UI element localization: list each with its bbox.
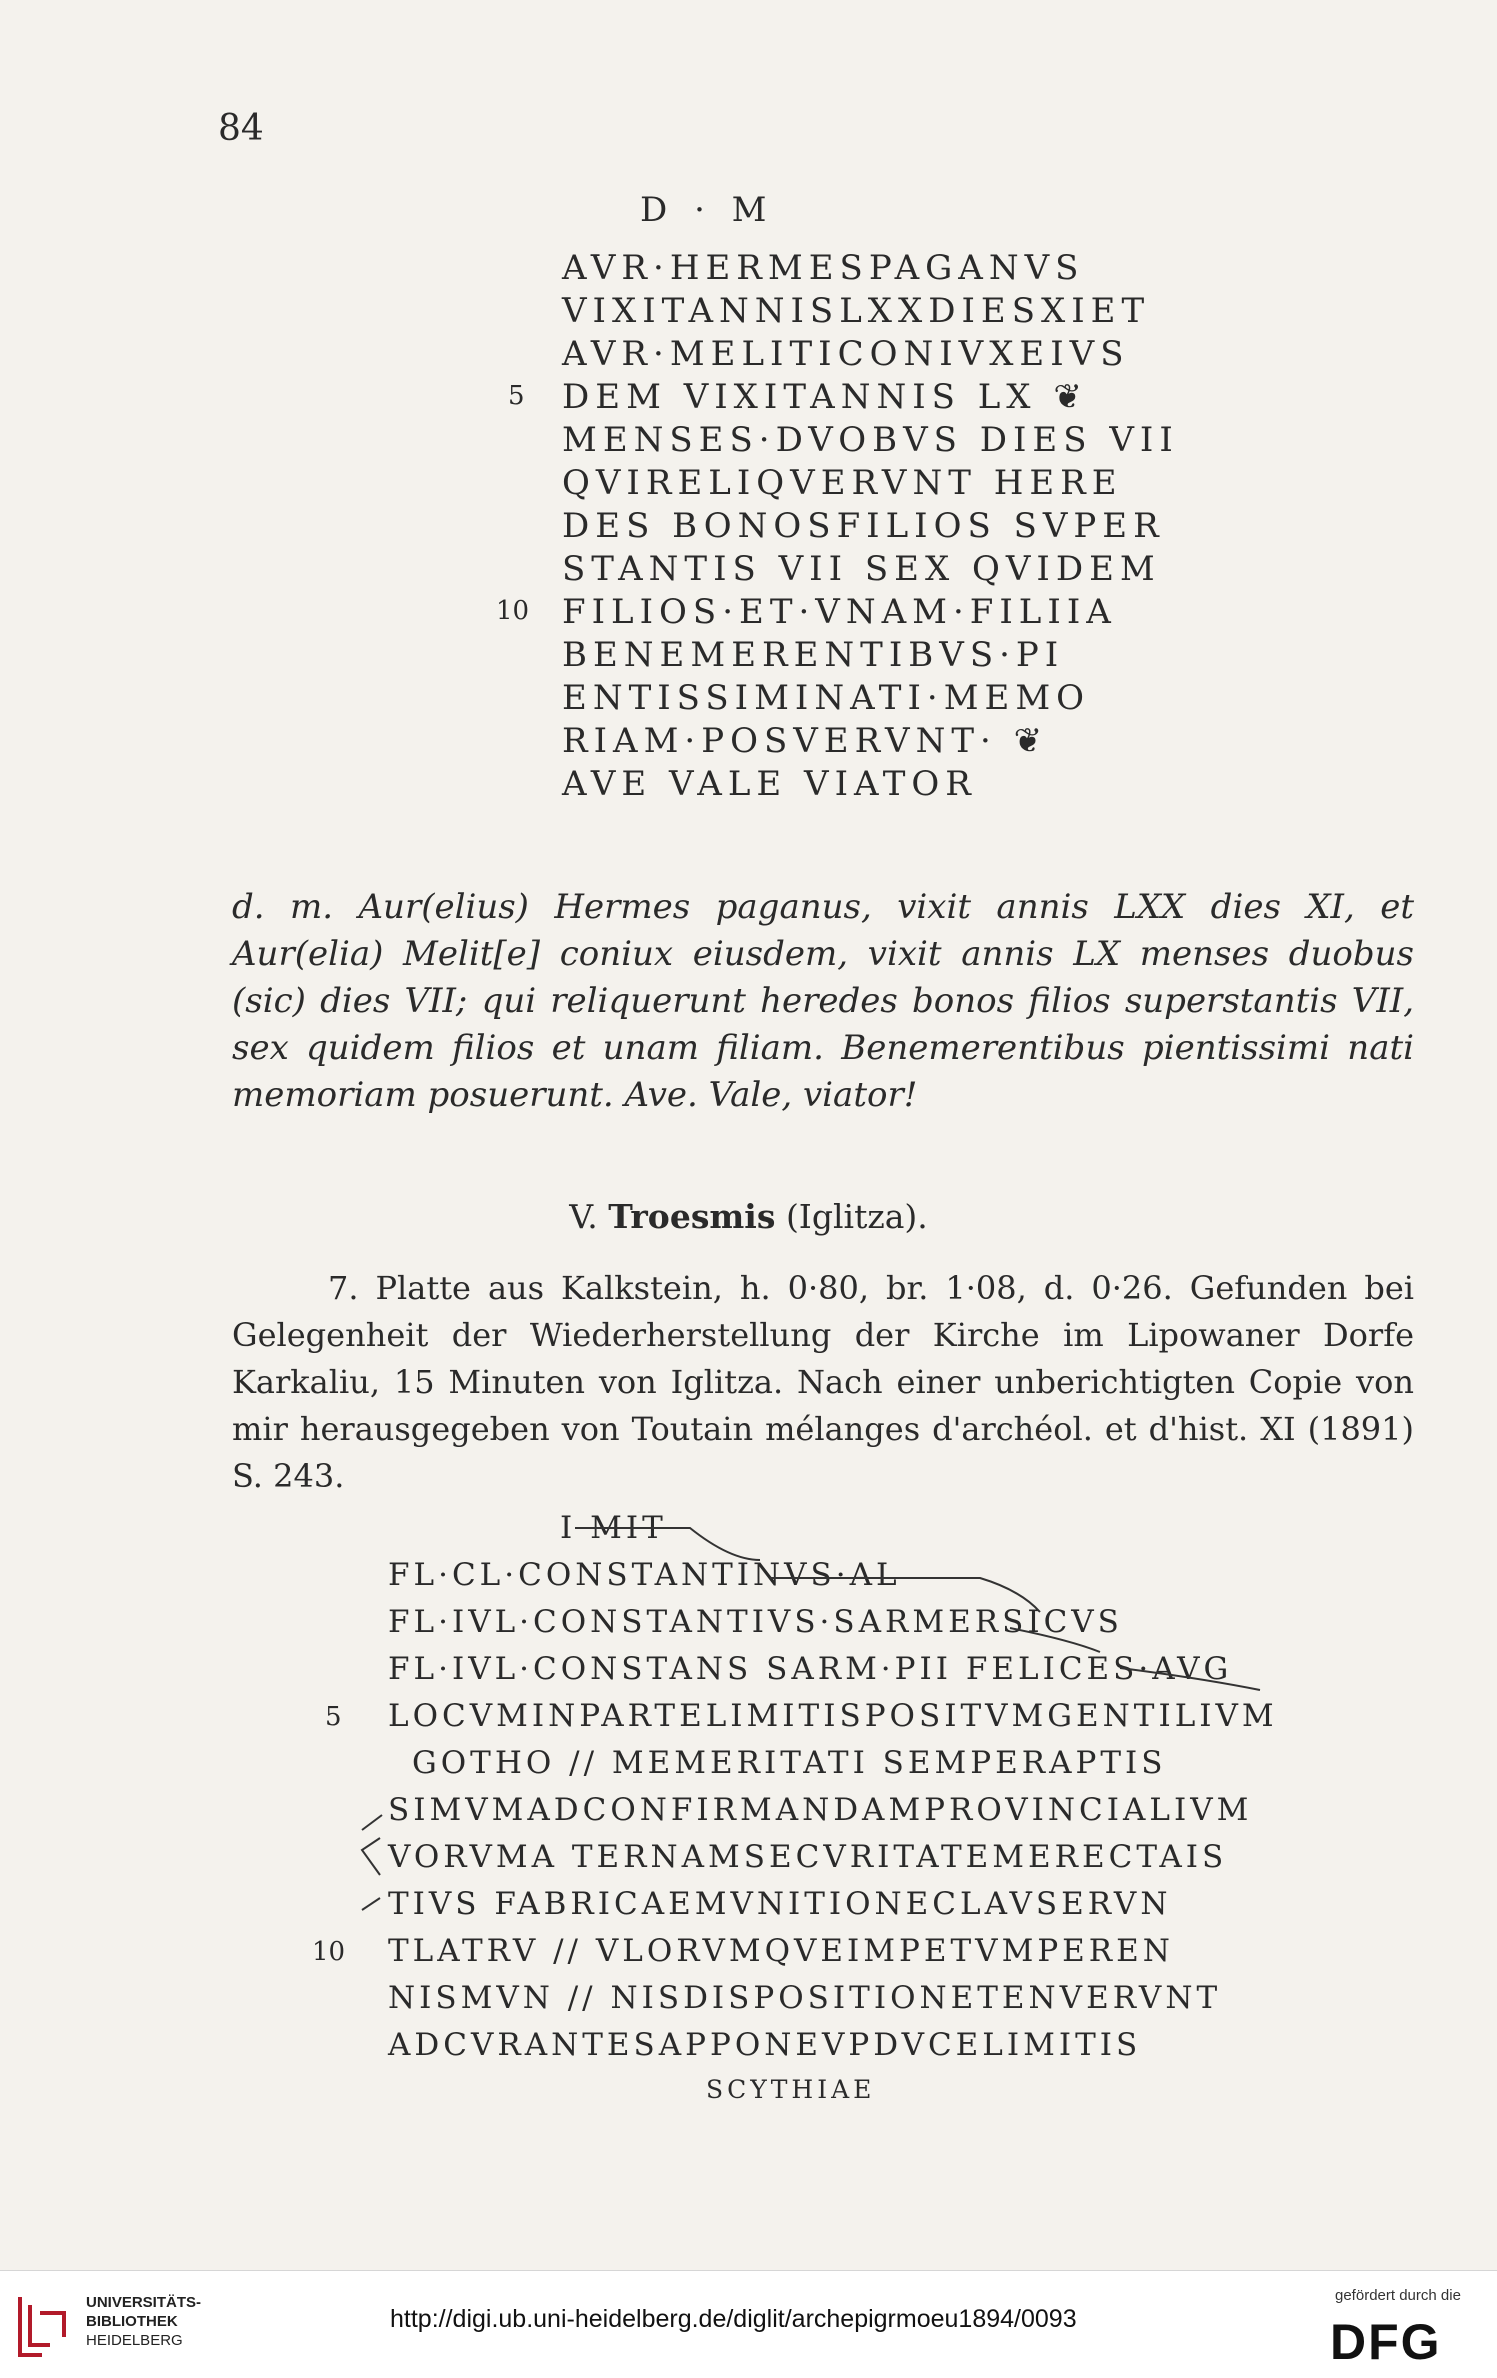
inscription-2-line: FL·IVL·CONSTANS SARM·PII FELICES·AVG xyxy=(388,1651,1233,1687)
inscription-1-heading: D · M xyxy=(640,190,775,230)
library-line: BIBLIOTHEK xyxy=(86,2313,178,2330)
funded-by-label: gefördert durch die xyxy=(1335,2287,1461,2304)
inscription-1-line: AVR·HERMESPAGANVS xyxy=(562,248,1085,288)
inscription-2-line: SIMVMADCONFIRMANDAMPROVINCIALIVM xyxy=(388,1792,1253,1828)
translation-paragraph: d. m. Aur(elius) Hermes paganus, vixit annis LXX dies XI, et Aur(elia) Melit[e] coniux eiusdem, vixit annis LX menses duobus (sic) dies VII; qui reliquerunt heredes bonos filios superstantis VII, sex quidem filios et unam filiam. Benemerentibus pientissimi nati memoriam posuerunt. Ave. Vale, viator! xyxy=(232,887,1414,1115)
inscription-2-line: TLATRV // VLORVMQVEIMPETVMPEREN xyxy=(388,1933,1174,1969)
section-name: Troesmis xyxy=(608,1197,776,1236)
line-number: 5 xyxy=(325,1702,342,1732)
page-number: 84 xyxy=(218,108,264,149)
line-number: 10 xyxy=(312,1937,346,1967)
inscription-1-line: BENEMERENTIBVS·PI xyxy=(562,635,1065,675)
inscription-2-line: FL·CL·CONSTANTINVS·AL xyxy=(388,1557,901,1593)
inscription-2-line: LOCVMINPARTELIMITISPOSITVMGENTILIVM xyxy=(388,1698,1278,1734)
inscription-2-line: FL·IVL·CONSTANTIVS·SARMERSICVS xyxy=(388,1604,1123,1640)
library-line: HEIDELBERG xyxy=(86,2332,183,2349)
dfg-logo: DFG xyxy=(1330,2314,1442,2370)
inscription-1-line: AVR·MELITICONIVXEIVS xyxy=(562,334,1130,374)
inscription-1-line: DEM VIXITANNIS LX ❦ xyxy=(562,377,1088,417)
inscription-2-line: SCYTHIAE xyxy=(706,2075,876,2104)
inscription-1-line: RIAM·POSVERVNT· ❦ xyxy=(562,721,1049,761)
inscription-2-line: NISMVN // NISDISPOSITIONETENVERVNT xyxy=(388,1980,1222,2016)
library-line: UNIVERSITÄTS- xyxy=(86,2294,202,2311)
line-number: 5 xyxy=(508,381,525,411)
inscription-1-line: QVIRELIQVERVNT HERE xyxy=(562,463,1123,503)
digital-copy-url[interactable]: http://digi.ub.uni-heidelberg.de/diglit/archepigrmoeu1894/0093 xyxy=(390,2305,1077,2333)
section-modern-name: (Iglitza). xyxy=(785,1197,928,1236)
inscription-2-line: I MIT xyxy=(560,1510,667,1546)
inscription-1-line: FILIOS·ET·VNAM·FILIIA xyxy=(562,592,1117,632)
inscription-1-line: AVE VALE VIATOR xyxy=(562,764,977,804)
inscription-2-line: TIVS FABRICAEMVNITIONECLAVSERVN xyxy=(388,1886,1172,1922)
section-heading xyxy=(0,1197,1497,1236)
line-number: 10 xyxy=(496,596,530,626)
library-logo-icon xyxy=(14,2291,72,2361)
section-numeral: V. xyxy=(569,1197,598,1236)
inscription-1-line: ENTISSIMINATI·MEMO xyxy=(562,678,1091,718)
description-paragraph: 7. Platte aus Kalkstein, h. 0·80, br. 1·08, d. 0·26. Gefunden bei Gelegenheit der Wiederherstellung der Kirche im Lipowaner Dorfe Karkaliu, 15 Minuten von Iglitza. Nach einer unberichtigten Copie von mir herausgegeben von Toutain mélanges d'archéol. et d'hist. XI (1891) S. 243. xyxy=(232,1269,1414,1495)
library-name xyxy=(86,2293,201,2350)
footer xyxy=(0,2270,1497,2378)
inscription-1-line: STANTIS VII SEX QVIDEM xyxy=(562,549,1161,589)
inscription-2-line: GOTHO // MEMERITATI SEMPERAPTIS xyxy=(412,1745,1167,1781)
inscription-1-line: DES BONOSFILIOS SVPER xyxy=(562,506,1165,546)
inscription-1-line: VIXITANNISLXXDIESXIET xyxy=(562,291,1151,331)
inscription-2-line: ADCVRANTESAPPONEVPDVCELIMITIS xyxy=(388,2027,1142,2063)
inscription-2-line: VORVMA TERNAMSECVRITATEMERECTAIS xyxy=(388,1839,1228,1875)
inscription-1-line: MENSES·DVOBVS DIES VII xyxy=(562,420,1179,460)
